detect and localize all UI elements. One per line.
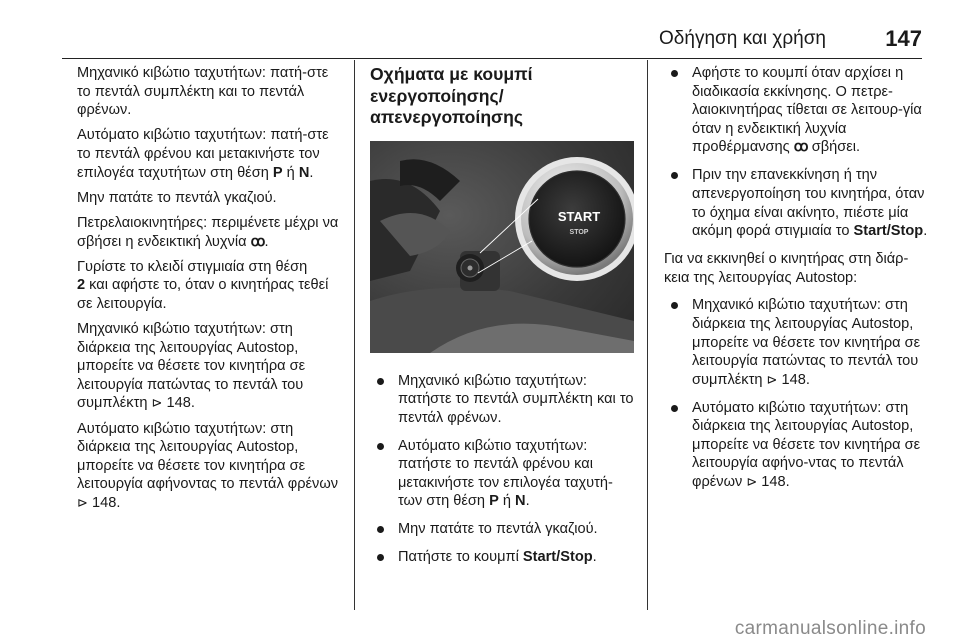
page-reference[interactable]: 148 [91,495,117,512]
paragraph: Για να εκκινηθεί ο κινητήρας στη διάρ-κεια της λειτουργίας Autostop: [664,251,909,286]
bullet-item: Μηχανικό κιβώτιο ταχυτήτων: πατήστε το πεντάλ συμπλέκτη και το πεντάλ φρένων. [370,372,636,428]
bullet-item: Αυτόματο κιβώτιο ταχυτήτων: στη διάρκεια της λειτουργίας Autostop, μπορείτε να θέσετε τον κινητήρα σε λειτουργία αφήνο-ντας το πεντάλ φρένων ⊳ 148. [664,399,930,492]
column-left [77,64,343,519]
bullet-item: Αφήστε το κουμπί όταν αρχίσει η διαδικασία εκκίνησης. Ο πετρε-λαιοκινητήρας τίθεται σε λειτουρ-γία όταν η ενδεικτική λυχνία προθέρμανσης ꝏ σβήσει. [664,64,930,157]
start-label: START [557,208,601,224]
page-ref-arrow-icon: ⊳ [746,474,758,490]
bullet-item: Μην πατάτε το πεντάλ γκαζιού. [370,520,636,539]
paragraph: Πετρελαιοκινητήρες: περιμένετε μέχρι να σβήσει η ενδεικτική λυχνία ꝏ. [77,214,339,250]
start-stop-term: Start/Stop [853,223,924,240]
glow-plug-icon: ꝏ [250,233,265,250]
page-ref-arrow-icon: ⊳ [77,495,88,511]
paragraph: Αυτόματο κιβώτιο ταχυτήτων: στη διάρκεια της λειτουργίας Autostop, μπορείτε να θέσετε τον κινητήρα σε λειτουργία αφήνοντας το πεντάλ φρένων ⊳ 148. [77,420,339,512]
page-ref-arrow-icon: ⊳ [766,371,778,387]
start-stop-term: Start/Stop [522,549,593,566]
bullet-item: Πατήστε το κουμπί Start/Stop. [370,548,636,567]
page-reference[interactable]: 148 [781,371,806,388]
start-stop-button-illustration [370,141,634,353]
watermark: carmanualsonline.info [734,618,926,639]
column-right [664,64,930,501]
column-divider [647,60,648,610]
bullet-item: Πριν την επανεκκίνηση ή την απενεργοποίηση του κινητήρα, όταν το όχημα είναι ακίνητο, πιέστε μία ακόμη φορά στιγμιαία το Start/Stop. [664,166,930,240]
gear-position-n: N [298,164,310,181]
stop-label: STOP [569,228,589,236]
paragraph: Μην πατάτε το πεντάλ γκαζιού. [77,189,277,206]
page-ref-arrow-icon: ⊳ [151,395,163,411]
gear-position-p: P [272,164,283,181]
gear-position-n: N [515,493,526,510]
paragraph: Γυρίστε το κλειδί στιγμιαία στη θέση 2 και αφήστε το, όταν ο κινητήρας τεθεί σε λειτουργία. [77,258,329,312]
page-reference[interactable]: 148 [761,474,786,491]
paragraph: Αυτόματο κιβώτιο ταχυτήτων: πατή-στε το πεντάλ φρένου και μετακινήστε τον επιλογέα ταχυτήτων στη θέση P ή N. [77,127,329,181]
key-position-number: 2 [77,277,86,294]
gear-position-p: P [489,493,499,510]
glow-plug-icon: ꝏ [793,139,808,156]
column-middle [370,64,636,576]
paragraph: Μηχανικό κιβώτιο ταχυτήτων: στη διάρκεια της λειτουργίας Autostop, μπορείτε να θέσετε τον κινητήρα σε λειτουργία πατώντας το πεντάλ του συμπλέκτη ⊳ 148. [77,321,306,412]
column-divider [354,60,355,610]
bullet-item: Αυτόματο κιβώτιο ταχυτήτων: πατήστε το πεντάλ φρένου και μετακινήστε τον επιλογέα ταχυτή-των στη θέση P ή N. [370,437,636,511]
page-header [62,18,922,59]
page-number: 147 [885,26,922,51]
section-heading: Οχήματα με κουμπί ενεργοποίησης/ απενεργοποίησης [370,64,533,127]
page-reference[interactable]: 148 [166,395,191,412]
section-title: Οδήγηση και χρήση [659,28,826,49]
paragraph: Μηχανικό κιβώτιο ταχυτήτων: πατή-στε το πεντάλ συμπλέκτη και το πεντάλ φρένων. [77,65,329,119]
bullet-item: Μηχανικό κιβώτιο ταχυτήτων: στη διάρκεια της λειτουργίας Autostop, μπορείτε να θέσετε τον κινητήρα σε λειτουργία πατώντας το πεντάλ του συμπλέκτη ⊳ 148. [664,296,930,389]
